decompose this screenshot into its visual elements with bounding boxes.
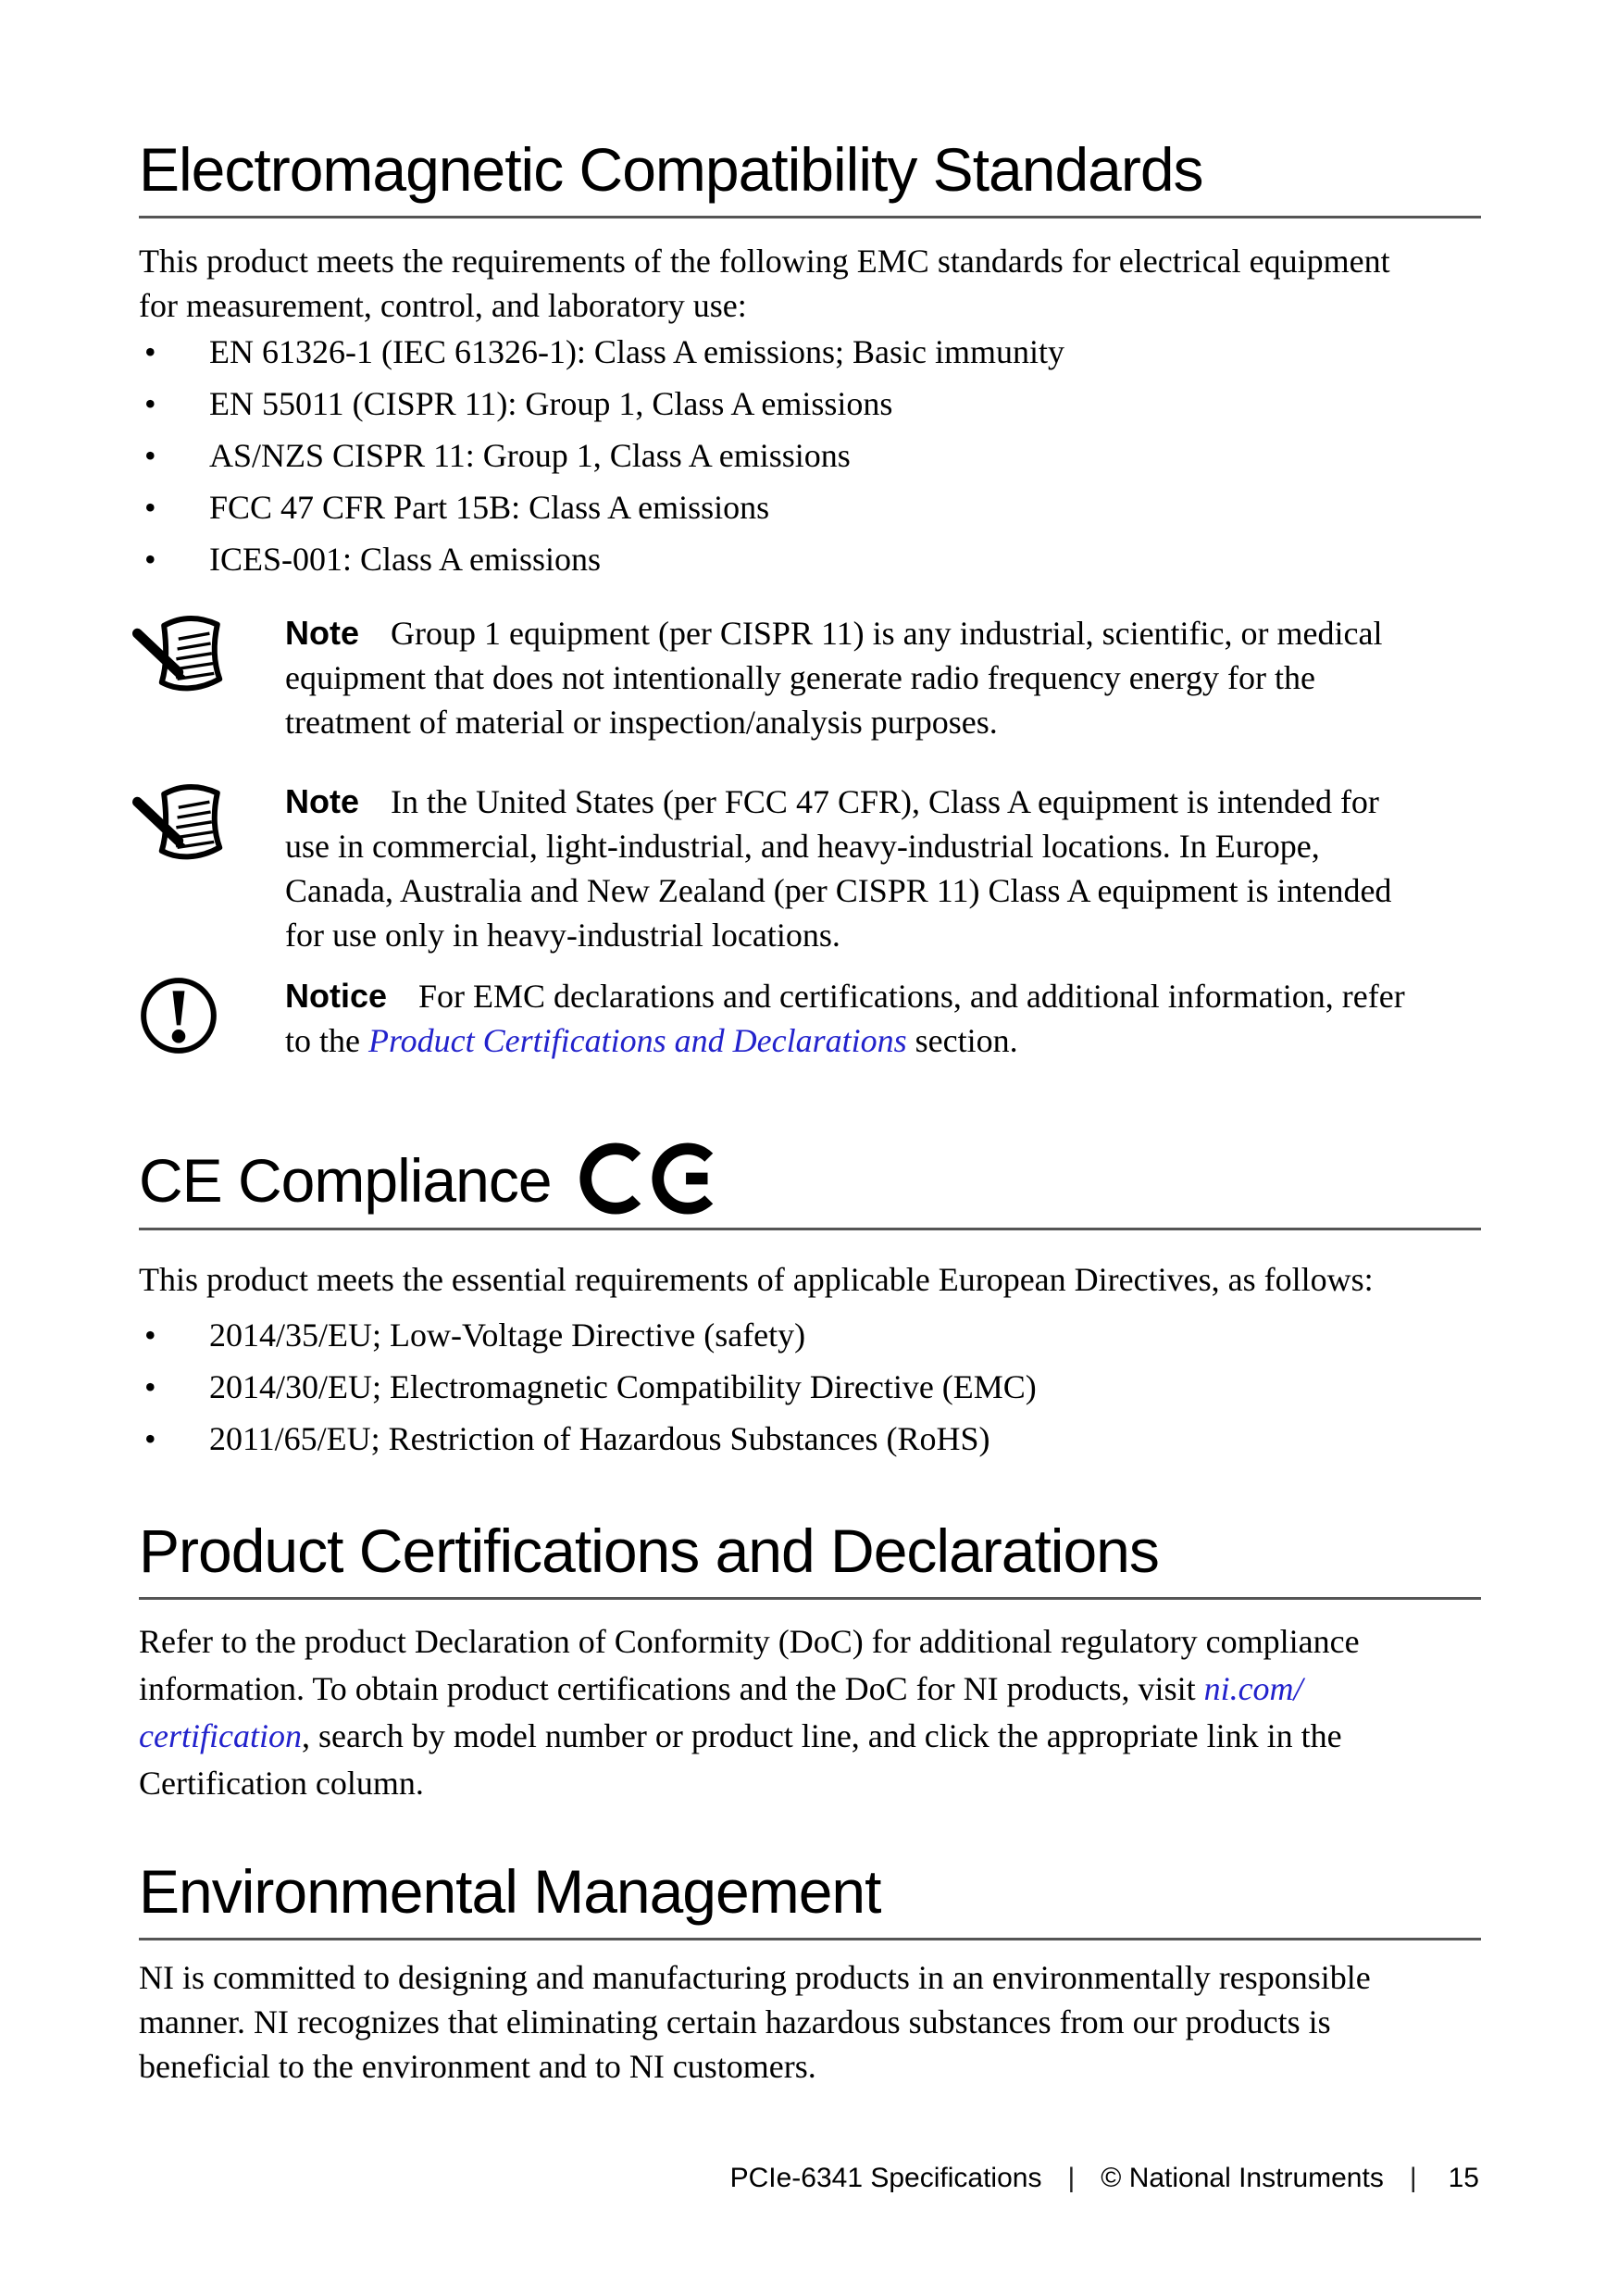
list-item — [139, 1313, 1481, 1357]
paragraph-line: beneficial to the environment and to NI customers. — [139, 2048, 816, 2085]
paragraph-line: manner. NI recognizes that eliminating certain hazardous substances from our products is — [139, 2003, 1331, 2040]
note-line: for use only in heavy-industrial locations. — [285, 917, 840, 954]
list-item-text: EN 61326-1 (IEC 61326-1): Class A emissions; Basic immunity — [209, 333, 1064, 370]
note-callout-1 — [139, 611, 1481, 744]
note-label: Note — [285, 782, 359, 820]
env-title-rule — [139, 1938, 1481, 1940]
note-line: treatment of material or inspection/analysis purposes. — [285, 704, 998, 741]
note-label: Note — [285, 614, 359, 652]
paragraph-line — [139, 1713, 1481, 1760]
bullet-marker: • — [144, 437, 156, 474]
emc-standards-list — [139, 330, 1481, 589]
note-line: equipment that does not intentionally generate radio frequency energy for the — [285, 659, 1315, 696]
paragraph-text: , search by model number or product line, and click the appropriate link in the — [301, 1717, 1342, 1754]
section-env — [139, 1859, 1481, 1940]
note-callout-2 — [139, 780, 1481, 957]
footer-separator: | — [1067, 2163, 1076, 2193]
list-item-text: ICES-001: Class A emissions — [209, 541, 602, 578]
bullet-marker: • — [144, 489, 156, 526]
footer-doc-title: PCIe-6341 Specifications — [729, 2163, 1042, 2193]
bullet-marker: • — [144, 385, 156, 422]
ce-directives-list — [139, 1313, 1481, 1468]
ce-mark-icon — [579, 1142, 726, 1215]
paragraph-line: Refer to the product Declaration of Conformity (DoC) for additional regulatory compliance — [139, 1623, 1360, 1660]
list-item — [139, 330, 1481, 374]
note-text-block — [285, 611, 1488, 744]
certs-paragraph — [139, 1618, 1481, 1807]
list-item — [139, 381, 1481, 426]
section-certs — [139, 1518, 1481, 1600]
list-item-text: FCC 47 CFR Part 15B: Class A emissions — [209, 489, 770, 526]
bullet-marker: • — [144, 1316, 156, 1354]
note-line-text: In the United States (per FCC 47 CFR), Class A equipment is intended for — [391, 783, 1379, 820]
notice-line — [285, 1018, 1488, 1063]
note-line — [285, 780, 1488, 824]
section-ce — [139, 1148, 1481, 1230]
note-line: Canada, Australia and New Zealand (per CISPR 11) Class A equipment is intended — [285, 872, 1392, 909]
note-icon — [130, 611, 241, 698]
notice-line — [285, 974, 1488, 1018]
paragraph-line: NI is committed to designing and manufacturing products in an environmentally responsible — [139, 1959, 1371, 1996]
footer-page-number: 15 — [1448, 2163, 1479, 2193]
product-certifications-link[interactable]: Product Certifications and Declarations — [367, 1022, 907, 1059]
certs-title-rule — [139, 1597, 1481, 1600]
emc-section-title: Electromagnetic Compatibility Standards — [139, 135, 1203, 204]
exclamation-circle-icon — [139, 976, 218, 1055]
list-item — [139, 1365, 1481, 1409]
notice-line-text: section. — [906, 1022, 1018, 1059]
paragraph-line — [139, 1666, 1481, 1713]
footer-separator: | — [1409, 2163, 1417, 2193]
list-item-text: EN 55011 (CISPR 11): Group 1, Class A emissions — [209, 385, 893, 422]
bullet-marker: • — [144, 1368, 156, 1405]
notice-line-text: to the — [285, 1022, 368, 1059]
notice-label: Notice — [285, 977, 388, 1015]
list-item — [139, 433, 1481, 478]
env-section-title: Environmental Management — [139, 1857, 881, 1926]
note-icon — [130, 780, 241, 867]
list-item-text: 2014/35/EU; Low-Voltage Directive (safety) — [209, 1316, 806, 1354]
note-line-text: Group 1 equipment (per CISPR 11) is any industrial, scientific, or medical — [391, 615, 1383, 652]
ce-title-rule — [139, 1228, 1481, 1230]
env-paragraph — [139, 1955, 1481, 2089]
bullet-marker: • — [144, 541, 156, 578]
list-item-text: 2011/65/EU; Restriction of Hazardous Substances (RoHS) — [209, 1420, 990, 1457]
ce-intro-paragraph — [139, 1257, 1481, 1302]
paragraph-line: for measurement, control, and laboratory use: — [139, 287, 747, 324]
certs-section-title: Product Certifications and Declarations — [139, 1516, 1159, 1585]
notice-text-block — [285, 974, 1488, 1063]
note-line — [285, 611, 1488, 655]
bullet-marker: • — [144, 333, 156, 370]
paragraph-line: This product meets the requirements of the following EMC standards for electrical equipment — [139, 243, 1390, 280]
list-item-text: AS/NZS CISPR 11: Group 1, Class A emissions — [209, 437, 851, 474]
emc-title-rule — [139, 216, 1481, 218]
list-item — [139, 485, 1481, 530]
notice-line-text: For EMC declarations and certifications, and additional information, refer — [418, 978, 1405, 1015]
ce-section-title: CE Compliance — [139, 1146, 552, 1215]
emc-intro-paragraph — [139, 239, 1481, 328]
paragraph-line: Certification column. — [139, 1765, 424, 1802]
section-emc — [139, 137, 1481, 218]
paragraph-text: information. To obtain product certifications and the DoC for NI products, visit — [139, 1670, 1204, 1707]
footer-copyright: © National Instruments — [1101, 2163, 1384, 2193]
ni-com-link[interactable]: ni.com/ — [1203, 1670, 1303, 1707]
page-footer — [730, 2163, 1479, 2194]
paragraph-line: This product meets the essential requirements of applicable European Directives, as follows: — [139, 1261, 1374, 1298]
list-item — [139, 537, 1481, 581]
bullet-marker: • — [144, 1420, 156, 1457]
certification-link[interactable]: certification — [139, 1717, 302, 1754]
list-item — [139, 1416, 1481, 1461]
note-line: use in commercial, light-industrial, and heavy-industrial locations. In Europe, — [285, 828, 1320, 865]
note-text-block — [285, 780, 1488, 957]
notice-callout — [139, 974, 1481, 1063]
list-item-text: 2014/30/EU; Electromagnetic Compatibility Directive (EMC) — [209, 1368, 1037, 1405]
